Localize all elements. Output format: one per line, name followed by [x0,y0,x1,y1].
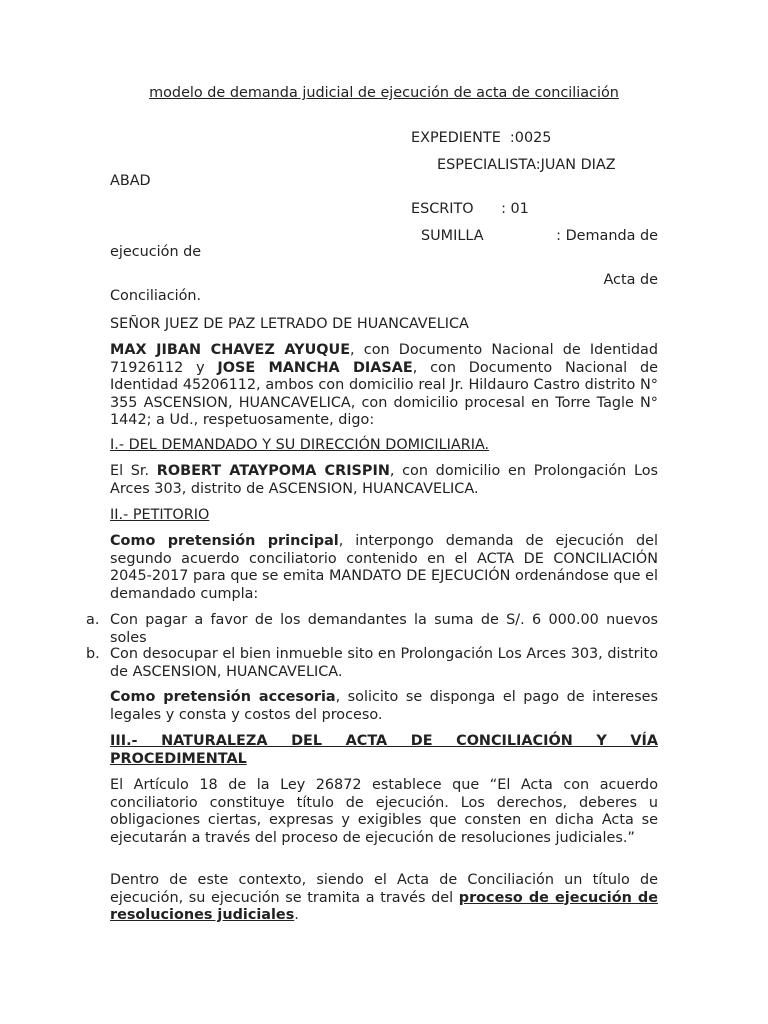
sumilla-value: : Demanda de [556,228,658,244]
list-item [86,646,658,681]
para2-pre: Dentro de este contexto, siendo el Acta de Conciliación un título de ejecución, su ejecución se tramita a través del [110,872,658,906]
defendant-name: ROBERT ATAYPOMA CRISPIN [156,463,390,479]
list-marker: a. [86,612,100,628]
petitorio-lead: Como pretensión principal [110,533,339,549]
intro-paragraph [110,342,658,430]
defendant-paragraph [110,463,658,498]
defendant-pre: El Sr. [110,463,157,479]
plaintiff-1-name: MAX JIBAN CHAVEZ AYUQUE [110,342,351,358]
intro-text-1: , con Documento Nacional de Identidad 71926112 y [110,342,658,376]
petitorio-text: , interpongo demanda de ejecución del segundo acuerdo conciliatorio contenido en el ACTA DE CONCILIACIÓN 2045-2017 para que se emita MANDATO DE EJECUCIÓN ordenándose que el demandado cumpla: [110,533,658,602]
para2-emphasis: proceso de ejecución de resoluciones judiciales [110,889,658,923]
list-item [86,612,658,647]
escrito-line: ESCRITO : 01 [411,201,529,217]
especialista-line: ESPECIALISTA:JUAN DIAZ [437,157,616,173]
para2-post: . [294,907,299,923]
list-item-text: Con desocupar el bien inmueble sito en Prolongación Los Arces 303, distrito de ASCENSION, HUANCAVELICA. [110,646,658,680]
section-2-heading: II.- PETITORIO [110,507,210,523]
document-title: modelo de demanda judicial de ejecución de acta de conciliación [149,85,619,101]
accesoria-text: , solicito se disponga el pago de intereses legales y consta y costos del proceso. [110,689,658,723]
accesoria-paragraph [110,689,658,724]
plaintiff-2-name: JOSE MANCHA DIASAE [217,359,413,376]
defendant-post: , con domicilio en Prolongación Los Arces 303, distrito de ASCENSION, HUANCAVELICA. [110,463,659,497]
expediente-line: EXPEDIENTE :0025 [411,130,552,146]
addressee: SEÑOR JUEZ DE PAZ LETRADO DE HUANCAVELICA [110,316,469,332]
section-3-paragraph-1: El Artículo 18 de la Ley 26872 establece que “El Acta con acuerdo conciliatorio constituye título de ejecución. Los derechos, deberes u obligaciones ciertas, expresas y exigibles que consten en dicha Acta se ejecutarán a través del proceso de ejecución de resoluciones judiciales.” [110,777,658,846]
sumilla-line-3: Acta de [603,272,658,288]
accesoria-lead: Como pretensión accesoria [110,689,336,705]
sumilla-line-4: Conciliación. [110,288,202,304]
list-marker: b. [86,646,100,662]
sumilla-line-2: ejecución de [110,244,202,260]
sumilla-label: SUMILLA [421,228,484,244]
list-item-text: Con pagar a favor de los demandantes la suma de S/. 6 000.00 nuevos soles [110,612,658,646]
petitorio-paragraph [110,533,658,603]
section-1-heading: I.- DEL DEMANDADO Y SU DIRECCIÓN DOMICILIARIA. [110,437,490,453]
especialista-surname: ABAD [110,173,151,189]
intro-text-2: , con Documento Nacional de Identidad 45206112, ambos con domicilio real Jr. Hildauro Castro distrito N° 355 ASCENSION, HUANCAVELICA, con domicilio procesal en Torre Tagle N° 1442; a Ud., respetuosamente, digo: [110,359,658,428]
section-3-paragraph-2 [110,872,658,925]
section-3-heading: III.- NATURALEZA DEL ACTA DE CONCILIACIÓN Y VÍA PROCEDIMENTAL [110,733,658,767]
